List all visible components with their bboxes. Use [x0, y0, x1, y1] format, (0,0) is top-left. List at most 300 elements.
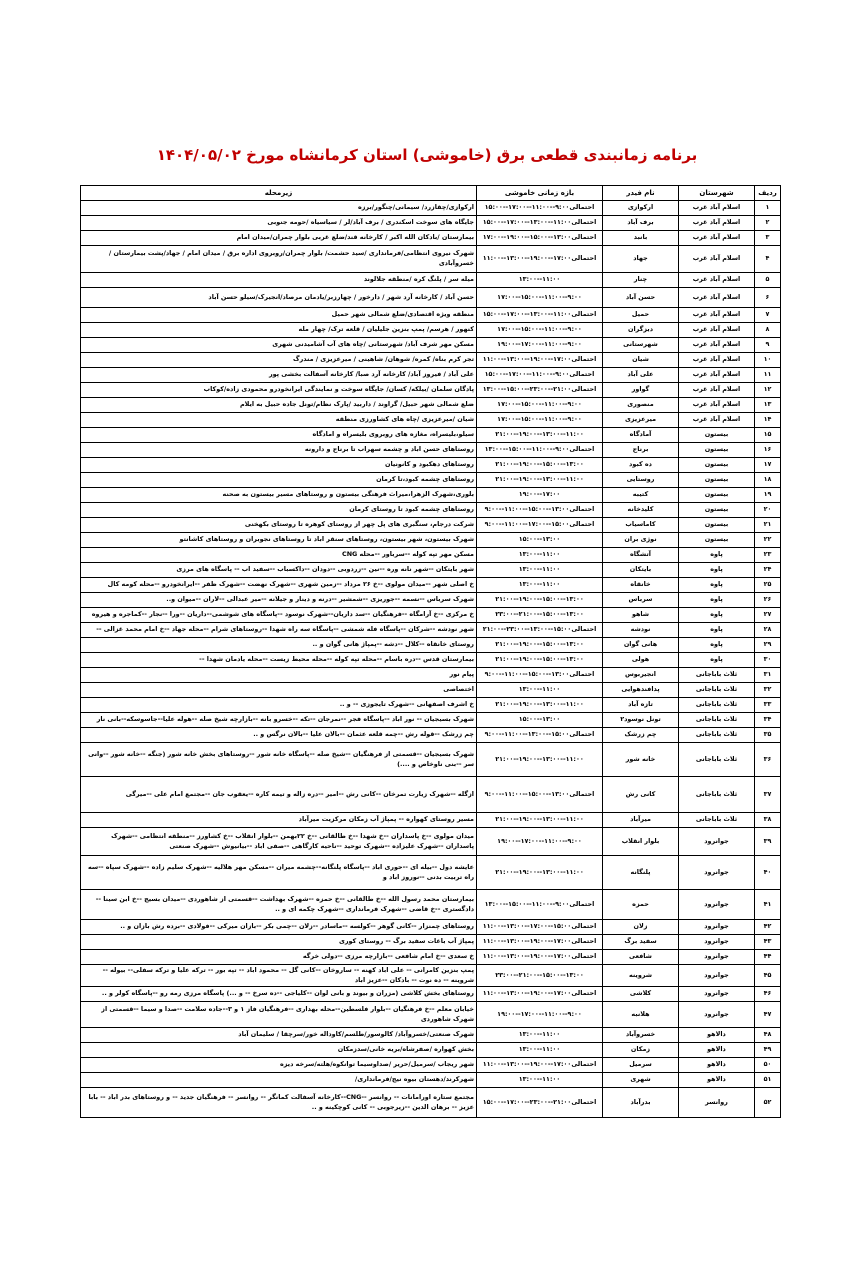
row-feeder: آتشگاه	[603, 548, 679, 563]
row-area: کنهور / هرسم/ پمپ بنزین جلیلیان / قلعه ترک/ چهار مله	[81, 323, 477, 338]
row-feeder: پلنگانه	[603, 856, 679, 890]
row-number: ۴	[755, 246, 781, 273]
row-number: ۵	[755, 273, 781, 288]
row-time: ۱۳:۰۰--۱۱:۰۰	[477, 563, 603, 578]
table-row	[81, 201, 781, 216]
row-area: پادگان سلمان /بیلکه/ کسان/ جایگاه سوخت و نمایندگی ایرانخودرو محمودی زاده/کوکاب	[81, 383, 477, 398]
row-time: احتمالی۹:۰۰--۱۱:۰۰--۱۵:۰۰--۱۳:۰۰	[477, 443, 603, 458]
row-number: ۱۹	[755, 488, 781, 503]
row-time: ۲۳:۰۰--۲۱:۰۰--۱۵:۰۰--۱۳:۰۰	[477, 965, 603, 987]
row-number: ۱	[755, 201, 781, 216]
row-number: ۱۷	[755, 458, 781, 473]
row-time: احتمالی۱۷:۰۰--۱۹:۰۰--۱۳:۰۰--۱۱:۰۰	[477, 246, 603, 273]
row-city: پاوه	[679, 638, 755, 653]
row-city: ثلاث باباجانی	[679, 668, 755, 683]
row-time: ۲۱:۰۰--۱۹:۰۰--۱۳:۰۰--۱۱:۰۰	[477, 473, 603, 488]
row-feeder: برف آباد	[603, 216, 679, 231]
table-row	[81, 593, 781, 608]
row-feeder: کانی رش	[603, 777, 679, 813]
row-area: پیام نور	[81, 668, 477, 683]
row-area: شیان /میرعزیزی /چاه های کشاورزی منطقه	[81, 413, 477, 428]
row-feeder: سرباس	[603, 593, 679, 608]
row-number: ۳۳	[755, 698, 781, 713]
table-row	[81, 935, 781, 950]
row-time: ۱۳:۰۰--۱۱:۰۰	[477, 578, 603, 593]
row-feeder: میرعزیزی	[603, 413, 679, 428]
row-feeder: بلوار انقلاب	[603, 828, 679, 856]
row-time: احتمالی۹:۰۰--۱۱:۰۰--۱۷:۰۰--۱۵:۰۰	[477, 201, 603, 216]
table-row	[81, 443, 781, 458]
table-row	[81, 273, 781, 288]
row-number: ۲۴	[755, 563, 781, 578]
row-number: ۴۰	[755, 856, 781, 890]
header-feeder: نام فیدر	[603, 186, 679, 201]
table-body	[81, 201, 781, 1118]
row-city: ثلاث باباجانی	[679, 728, 755, 743]
row-area: خیابان معلم --خ فرهنگیان --بلوار فلسطین--محله بهداری --فرهنگیان فاز ۱ و ۳--جاده سلامت --صدا و سیما --قسمتی از شهرک شاهوردی	[81, 1002, 477, 1028]
row-number: ۵۲	[755, 1088, 781, 1118]
row-city: اسلام آباد غرب	[679, 368, 755, 383]
row-time: ۱۷:۰۰--۱۵:۰۰--۱۱:۰۰--۹:۰۰	[477, 323, 603, 338]
row-number: ۲۹	[755, 638, 781, 653]
row-time: احتمالی۱۱:۰۰--۱۳:۰۰--۱۷:۰۰--۱۵:۰۰	[477, 308, 603, 323]
row-feeder: هولی	[603, 653, 679, 668]
row-city: دالاهو	[679, 1058, 755, 1073]
header-area: زیرمحله	[81, 186, 477, 201]
row-time: احتمالی۱۳:۰۰--۱۵:۰۰--۱۱:۰۰--۹:۰۰	[477, 503, 603, 518]
table-row	[81, 638, 781, 653]
row-number: ۴۲	[755, 920, 781, 935]
row-time: احتمالی۹:۰۰--۱۱:۰۰--۱۷:۰۰--۱۵:۰۰	[477, 368, 603, 383]
row-feeder: خسروآباد	[603, 1028, 679, 1043]
table-row	[81, 413, 781, 428]
row-number: ۳۹	[755, 828, 781, 856]
row-city: بیستون	[679, 518, 755, 533]
table-row	[81, 288, 781, 308]
row-number: ۱۰	[755, 353, 781, 368]
row-area: عایشه دول --بیله ای --حوری اباد --پاسگاه پلنگانه--چشمه میران --مسکن مهر هلالیه --شهرک سلیم زاده --شهرک سپاه --سه راه تربیت بدنی --نوروز اباد و	[81, 856, 477, 890]
header-city: شهرستان	[679, 186, 755, 201]
row-city: جوانرود	[679, 1002, 755, 1028]
row-city: پاوه	[679, 608, 755, 623]
row-area: شهرک نیروی انتظامی/فرمانداری /سید حشمت/ بلوار چمران/روبروی اداره برق / میدان امام / جهاد/پشت بیمارستان / خسروآبادی	[81, 246, 477, 273]
row-number: ۳۴	[755, 713, 781, 728]
table-row	[81, 813, 781, 828]
row-number: ۸	[755, 323, 781, 338]
row-time: ۲۱:۰۰--۱۹:۰۰--۱۳:۰۰--۱۱:۰۰	[477, 813, 603, 828]
table-row	[81, 353, 781, 368]
row-city: جوانرود	[679, 987, 755, 1002]
row-time: ۲۱:۰۰--۱۹:۰۰--۱۵:۰۰--۱۳:۰۰	[477, 458, 603, 473]
row-time: ۲۱:۰۰--۱۹:۰۰--۱۳:۰۰--۱۱:۰۰	[477, 856, 603, 890]
row-number: ۹	[755, 338, 781, 353]
row-feeder: شافعی	[603, 950, 679, 965]
row-area: شهر بایتکان --شهر نانه وره --نین --زردوبی --دودان --داکسباب --سفید اب -- پاسگاه های مرزی	[81, 563, 477, 578]
row-number: ۴۹	[755, 1043, 781, 1058]
table-row	[81, 623, 781, 638]
row-time: احتمالی۱۱:۰۰--۱۳:۰۰--۱۷:۰۰--۱۵:۰۰	[477, 216, 603, 231]
table-row	[81, 231, 781, 246]
row-city: دالاهو	[679, 1028, 755, 1043]
row-feeder: دیزگران	[603, 323, 679, 338]
row-time: ۱۳:۰۰--۱۱:۰۰	[477, 1073, 603, 1088]
row-city: ثلاث باباجانی	[679, 743, 755, 777]
row-time: احتمالی۱۵:۰۰--۱۳:۰۰--۱۱:۰۰--۹:۰۰	[477, 728, 603, 743]
row-area: شهرک بسیجیان -- نور اباد --پاسگاه فجر --نمرجان --تکه --خسرو بانه --بازارچه شیخ صله --هوله علیا--جاسوسکه--بانی نار	[81, 713, 477, 728]
table-row	[81, 563, 781, 578]
row-city: اسلام آباد غرب	[679, 246, 755, 273]
row-area: ازگله --شهرک زیارت تمرخان --کانی رش --امیر --دره زاله و تیمه کاره --یعقوب جان --مجتمع امام علی --میرگی	[81, 777, 477, 813]
row-area: شهرک بیستون، شهر بیستون، روستاهای سنقر اباد تا روستاهای نجوبران و روستاهای کاشانتو	[81, 533, 477, 548]
row-feeder: چنار	[603, 273, 679, 288]
row-time: احتمالی۱۷:۰۰--۱۹:۰۰--۱۳:۰۰--۱۱:۰۰	[477, 950, 603, 965]
row-time: ۱۹:۰۰--۱۷:۰۰--۱۱:۰۰--۹:۰۰	[477, 1002, 603, 1028]
row-area: روستاهای بخش کلاشی (مزران و بیوند و بانی لوان --کلیاجی --ده سرخ -- و ...) پاسگاه مرزی رمه رو --پاسگاه کولر و ..	[81, 987, 477, 1002]
table-row	[81, 653, 781, 668]
row-city: بیستون	[679, 503, 755, 518]
table-row	[81, 1088, 781, 1118]
row-feeder: زلان	[603, 920, 679, 935]
row-number: ۲۳	[755, 548, 781, 563]
row-feeder: ارکوازی	[603, 201, 679, 216]
table-row	[81, 890, 781, 920]
row-area: جایگاه های سوخت اسکندری / برف آباد/لر / سیاسیاه /حومه جنوبی	[81, 216, 477, 231]
table-row	[81, 578, 781, 593]
row-time: ۱۹:۰۰--۱۷:۰۰	[477, 488, 603, 503]
row-time: ۱۳:۰۰--۱۱:۰۰	[477, 548, 603, 563]
row-time: ۲۳:۰۰--۲۱:۰۰--۱۵:۰۰--۱۳:۰۰	[477, 608, 603, 623]
table-row	[81, 458, 781, 473]
table-row	[81, 1002, 781, 1028]
table-row	[81, 698, 781, 713]
row-area: شهرک بسیجیان --قسمتی از فرهنگیان --شیخ صله --پاسگاه خانه شور --روستاهای بخش خانه شور (جنگه --خانه شور --وانی سر --بنی ناوخاص و ....)	[81, 743, 477, 777]
row-feeder: نودشه	[603, 623, 679, 638]
row-feeder: برناج	[603, 443, 679, 458]
table-row	[81, 668, 781, 683]
row-time: ۲۱:۰۰--۱۹:۰۰--۱۵:۰۰--۱۳:۰۰	[477, 653, 603, 668]
table-header-row	[81, 186, 781, 201]
row-time: ۱۵:۰۰--۱۳:۰۰	[477, 533, 603, 548]
row-city: بیستون	[679, 473, 755, 488]
row-area: خ مرکزی --خ آرامگاه --فرهنگیان --سد داریان--شهرک نوسود --پاسگاه های شوشمی--داریان --ورا --نجار --کماجره و هیروه	[81, 608, 477, 623]
table-row	[81, 1043, 781, 1058]
row-area: روستاهای چمنزار --کانی گوهر --کولسه --ماسادر --زلان --چمی بکر --بازان میرکی --فولادی --برده رش بازان و ..	[81, 920, 477, 935]
table-row	[81, 548, 781, 563]
table-row	[81, 338, 781, 353]
row-city: پاوه	[679, 548, 755, 563]
row-feeder: علی آباد	[603, 368, 679, 383]
row-time: احتمالی۲۱:۰۰--۲۳:۰۰--۱۷:۰۰--۱۵:۰۰	[477, 1088, 603, 1118]
row-time: ۲۱:۰۰--۱۹:۰۰--۱۳:۰۰--۱۱:۰۰	[477, 743, 603, 777]
row-city: اسلام آباد غرب	[679, 338, 755, 353]
row-area: ارکوازی/چقازرد/ سیمانی/چنگور/برزه	[81, 201, 477, 216]
row-number: ۳۲	[755, 683, 781, 698]
row-feeder: حمیل	[603, 308, 679, 323]
row-city: اسلام آباد غرب	[679, 273, 755, 288]
header-row-number: ردیف	[755, 186, 781, 201]
row-time: احتمالی۲۱:۰۰--۲۳:۰۰--۱۵:۰۰--۱۳:۰۰	[477, 383, 603, 398]
row-feeder: بدرآباد	[603, 1088, 679, 1118]
row-area: پمپ بنزین کامرانی -- علی اباد کهنه -- ساروخان --کانی گل -- محمود اباد -- تپه بور -- ترکه علیا و ترکه سفلی-- بیوله -- شروینه -- ده نوت -- بادکان --عزیز اباد	[81, 965, 477, 987]
row-area: علی آباد / فیروز آباد/ کارخانه آرد صبا/ کارخانه آسفالت بخشی پور	[81, 368, 477, 383]
row-area: بخش کهواره /صفرشاه/بریه خانی/سدزمکان	[81, 1043, 477, 1058]
table-row	[81, 533, 781, 548]
row-time: ۲۱:۰۰--۱۹:۰۰--۱۳:۰۰--۱۱:۰۰	[477, 428, 603, 443]
row-feeder: شاهو	[603, 608, 679, 623]
row-time: احتمالی۱۵:۰۰--۱۷:۰۰--۱۱:۰۰--۹:۰۰	[477, 518, 603, 533]
table-row	[81, 1028, 781, 1043]
table-row	[81, 743, 781, 777]
row-number: ۲۷	[755, 608, 781, 623]
row-number: ۳۰	[755, 653, 781, 668]
row-number: ۴۷	[755, 1002, 781, 1028]
row-city: پاوه	[679, 563, 755, 578]
row-time: احتمالی۱۳:۰۰--۱۵:۰۰--۱۹:۰۰--۱۷:۰۰	[477, 231, 603, 246]
row-city: ثلاث باباجانی	[679, 777, 755, 813]
row-number: ۲۲	[755, 533, 781, 548]
row-area: اختصاصی	[81, 683, 477, 698]
row-city: پاوه	[679, 593, 755, 608]
page-title: برنامه زمانبندی قطعی برق (خاموشی) استان کرمانشاه مورخ ۱۴۰۴/۰۵/۰۲	[156, 146, 698, 164]
header-time: بازه زمانی خاموشی	[477, 186, 603, 201]
table-row	[81, 473, 781, 488]
row-time: ۱۷:۰۰--۱۵:۰۰--۱۱:۰۰--۹:۰۰	[477, 398, 603, 413]
row-number: ۳۶	[755, 743, 781, 777]
row-area: منطقه ویژه اقتصادی/ضلع شمالی شهر حمیل	[81, 308, 477, 323]
row-number: ۱۳	[755, 398, 781, 413]
row-city: اسلام آباد غرب	[679, 216, 755, 231]
table-row	[81, 728, 781, 743]
row-city: ثلاث باباجانی	[679, 683, 755, 698]
row-city: جوانرود	[679, 856, 755, 890]
row-area: پمپاژ آب باغات سفید برگ -- روستای کوری	[81, 935, 477, 950]
table-row	[81, 683, 781, 698]
row-time: ۱۳:۰۰--۱۱:۰۰	[477, 1043, 603, 1058]
table-row	[81, 216, 781, 231]
table-row	[81, 920, 781, 935]
row-area: چم زرشک --قوله رش --چمه قلعه عثمان --بالان علیا --بالان نرگس و ..	[81, 728, 477, 743]
row-feeder: شهری	[603, 1073, 679, 1088]
row-area: سیلو،بلیسراه، مغازه های روبروی بلیسراه و امادگاه	[81, 428, 477, 443]
row-feeder: انجیربوس	[603, 668, 679, 683]
table-row	[81, 713, 781, 728]
row-area: میله سر / پلنگ کره /منطقه جلالوند	[81, 273, 477, 288]
row-number: ۱۴	[755, 413, 781, 428]
row-feeder: شهرستانی	[603, 338, 679, 353]
row-city: جوانرود	[679, 828, 755, 856]
row-time: ۱۳:۰۰--۱۱:۰۰	[477, 683, 603, 698]
table-row	[81, 488, 781, 503]
row-feeder: گواور	[603, 383, 679, 398]
row-feeder: تونل نوسود۲	[603, 713, 679, 728]
row-feeder: خانقاه	[603, 578, 679, 593]
row-area: بیمارستان /بادکان الله اکبر / کارخانه قند/ضلع غربی بلوار چمران/میدان امام	[81, 231, 477, 246]
row-city: دالاهو	[679, 1043, 755, 1058]
row-time: ۱۹:۰۰--۱۷:۰۰--۱۱:۰۰--۹:۰۰	[477, 338, 603, 353]
row-time: احتمالی۱۷:۰۰--۱۹:۰۰--۱۳:۰۰--۱۱:۰۰	[477, 935, 603, 950]
table-row	[81, 777, 781, 813]
row-area: خ سعدی --خ امام شافعی --بازارچه مرزی --دولی خرگه	[81, 950, 477, 965]
table-row	[81, 518, 781, 533]
row-area: مسکن مهر شرف آباد/ شهرستانی /چاه های آب آشامیدنی شهری	[81, 338, 477, 353]
row-area: روستاهای چشمه کبود،تا کرمان	[81, 473, 477, 488]
table-row	[81, 428, 781, 443]
table-row	[81, 987, 781, 1002]
row-time: ۱۳:۰۰--۱۱:۰۰	[477, 1028, 603, 1043]
table-row	[81, 608, 781, 623]
row-number: ۱۸	[755, 473, 781, 488]
row-city: پاوه	[679, 578, 755, 593]
table-row	[81, 950, 781, 965]
row-city: اسلام آباد غرب	[679, 383, 755, 398]
table-row	[81, 368, 781, 383]
row-feeder: نوژی بران	[603, 533, 679, 548]
table-row	[81, 503, 781, 518]
outage-schedule-table	[80, 185, 781, 1118]
row-feeder: حسن آباد	[603, 288, 679, 308]
row-area: روستاهای حسن اباد و چشمه سهراب تا برناج و دارونه	[81, 443, 477, 458]
row-number: ۲	[755, 216, 781, 231]
row-area: مسیر روستای کهواره -- پمپاژ آب زمکان مرکزیت میرآباد	[81, 813, 477, 828]
row-city: ثلاث باباجانی	[679, 698, 755, 713]
row-area: خ اصلی شهر --میدان مولوی --خ ۲۶ مرداد --زمین شهری --شهرک نهضت --شهرک ظفر --ایرانخودرو --محله کومه کال	[81, 578, 477, 593]
row-number: ۵۱	[755, 1073, 781, 1088]
table-row	[81, 246, 781, 273]
row-area: مجتمع ستاره اورامانات -- روانسر --CNG--کارخانه آسفالت کمانگر -- روانسر -- فرهنگیان جدید -- و روستاهای بدر اباد -- بابا عزیز -- برهان الدین --زیرجوبی -- کانی کوچکینه و ..	[81, 1088, 477, 1118]
row-feeder: روستایی	[603, 473, 679, 488]
row-number: ۳۷	[755, 777, 781, 813]
row-area: بیمارستان قدس --دره باسام --محله تپه کوله --محله محیط زیست --محله یادمان شهدا --	[81, 653, 477, 668]
row-feeder: خانه شور	[603, 743, 679, 777]
row-city: بیستون	[679, 533, 755, 548]
row-city: جوانرود	[679, 920, 755, 935]
row-feeder: بانبد	[603, 231, 679, 246]
row-number: ۴۱	[755, 890, 781, 920]
row-area: شهرک سرباس --نسمه --جوریزی --شمشیر --درنه و دینار و جیلانه --میر عبدالی --لاران --میوان و..	[81, 593, 477, 608]
row-feeder: جهاد	[603, 246, 679, 273]
row-city: روانسر	[679, 1088, 755, 1118]
row-feeder: تازه آباد	[603, 698, 679, 713]
row-number: ۳۵	[755, 728, 781, 743]
row-area: تجر کرم بناه/ کمره/ شوهان/ شاهینی / میرعزیزی / مندرگ	[81, 353, 477, 368]
row-number: ۴۶	[755, 987, 781, 1002]
row-city: جوانرود	[679, 935, 755, 950]
row-number: ۵۰	[755, 1058, 781, 1073]
row-area: خ اشرف اصفهانی --شهرک تایجوزی -- و ..	[81, 698, 477, 713]
row-area: بیمارستان محمد رسول الله --خ طالقانی --خ حمزه --شهرک بهداشت --قسمتی از شاهوردی --میدان بسیج --خ ابن سینا --دادگستری --خ قاضی --شهرک فرمانداری --شهرک چکمه ای و ..	[81, 890, 477, 920]
row-time: احتمالی۱۵:۰۰--۱۳:۰۰--۲۳:۰۰--۲۱:۰۰	[477, 623, 603, 638]
row-time: ۱۵:۰۰--۱۳:۰۰	[477, 713, 603, 728]
row-city: اسلام آباد غرب	[679, 231, 755, 246]
row-city: پاوه	[679, 653, 755, 668]
row-area: شهرکرند/دهستان بیوه نیج/فرمانداری/	[81, 1073, 477, 1088]
row-city: اسلام آباد غرب	[679, 201, 755, 216]
row-city: اسلام آباد غرب	[679, 353, 755, 368]
row-number: ۴۸	[755, 1028, 781, 1043]
row-city: بیستون	[679, 488, 755, 503]
row-number: ۲۰	[755, 503, 781, 518]
row-area: روستاهای دهکبود و کانونیان	[81, 458, 477, 473]
row-number: ۳	[755, 231, 781, 246]
row-time: ۲۱:۰۰--۱۹:۰۰--۱۵:۰۰--۱۳:۰۰	[477, 638, 603, 653]
table-row	[81, 308, 781, 323]
row-time: احتمالی۱۳:۰۰--۱۵:۰۰--۱۱:۰۰--۹:۰۰	[477, 668, 603, 683]
row-feeder: شروینه	[603, 965, 679, 987]
row-feeder: میرآباد	[603, 813, 679, 828]
row-city: دالاهو	[679, 1073, 755, 1088]
row-city: ثلاث باباجانی	[679, 713, 755, 728]
row-city: ثلاث باباجانی	[679, 813, 755, 828]
table-row	[81, 1073, 781, 1088]
row-number: ۲۵	[755, 578, 781, 593]
row-number: ۶	[755, 288, 781, 308]
row-time: ۲۱:۰۰--۱۹:۰۰--۱۳:۰۰--۱۱:۰۰	[477, 698, 603, 713]
row-time: احتمالی۱۷:۰۰--۱۹:۰۰--۱۳:۰۰--۱۱:۰۰	[477, 987, 603, 1002]
row-city: جوانرود	[679, 890, 755, 920]
table-row	[81, 828, 781, 856]
row-time: احتمالی۱۳:۰۰--۱۵:۰۰--۱۱:۰۰--۹:۰۰	[477, 777, 603, 813]
row-feeder: کاماسیاب	[603, 518, 679, 533]
row-time: ۱۳:۰۰--۱۱:۰۰	[477, 273, 603, 288]
row-city: اسلام آباد غرب	[679, 398, 755, 413]
row-feeder: کلاشی	[603, 987, 679, 1002]
row-time: ۱۹:۰۰--۱۷:۰۰--۱۱:۰۰--۹:۰۰	[477, 828, 603, 856]
row-city: اسلام آباد غرب	[679, 413, 755, 428]
row-number: ۳۱	[755, 668, 781, 683]
table-row	[81, 398, 781, 413]
row-time: احتمالی۹:۰۰--۱۱:۰۰--۱۵:۰۰--۱۳:۰۰	[477, 890, 603, 920]
row-time: احتمالی۱۷:۰۰--۱۹:۰۰--۱۳:۰۰--۱۱:۰۰	[477, 1058, 603, 1073]
row-feeder: شیان	[603, 353, 679, 368]
row-time: احتمالی۱۷:۰۰--۱۹:۰۰--۱۳:۰۰--۱۱:۰۰	[477, 353, 603, 368]
row-number: ۴۴	[755, 950, 781, 965]
row-area: روستاهای چشمه کبود تا روستای کرمان	[81, 503, 477, 518]
row-number: ۱۱	[755, 368, 781, 383]
row-number: ۷	[755, 308, 781, 323]
row-city: بیستون	[679, 458, 755, 473]
row-number: ۳۸	[755, 813, 781, 828]
row-number: ۲۸	[755, 623, 781, 638]
row-feeder: کلیدخانه	[603, 503, 679, 518]
row-city: جوانرود	[679, 950, 755, 965]
row-feeder: کتیبه	[603, 488, 679, 503]
row-area: بلوری،شهرک الزهرا،میراث فرهنگی بیستون و روستاهای مسیر بیستون به صحنه	[81, 488, 477, 503]
row-feeder: آمادگاه	[603, 428, 679, 443]
row-area: مسکن مهر تپه کوله --سرباور --محله CNG	[81, 548, 477, 563]
row-feeder: سرمیل	[603, 1058, 679, 1073]
row-feeder: چم زرشک	[603, 728, 679, 743]
row-feeder: منصوری	[603, 398, 679, 413]
row-area: ضلع شمالی شهر حبیل/ گراوند / داربید /پارک نظام/تونل جاده حبیل به ایلام	[81, 398, 477, 413]
row-area: شهر نودشه --شرکان --پاسگاه فله شمشی --پاسگاه سه راه شهدا --روستاهای شرام --محله جهاد --خ امام محمد غزالی --	[81, 623, 477, 638]
row-number: ۲۶	[755, 593, 781, 608]
table-row	[81, 856, 781, 890]
row-time: احتمالی۱۵:۰۰--۱۷:۰۰--۱۳:۰۰--۱۱:۰۰	[477, 920, 603, 935]
row-number: ۱۶	[755, 443, 781, 458]
row-feeder: ده کبود	[603, 458, 679, 473]
row-number: ۱۲	[755, 383, 781, 398]
row-area: شرکت درجام، سنگبری های پل چهر از روستای کوهره تا روستای بکهخنی	[81, 518, 477, 533]
row-area: حسن آباد / کارخانه آرد شهر / دارخور / چهارزبر/یادمان مرصاد/انجیرک/سیلو حسن آباد	[81, 288, 477, 308]
row-time: ۱۷:۰۰--۱۵:۰۰--۱۱:۰۰--۹:۰۰	[477, 288, 603, 308]
row-area: شهرک صنعتی/خسروآباد/ کالوسور/طلسم/کاوداله خور/سرچقا / سلیمان آباد	[81, 1028, 477, 1043]
row-feeder: پدافندهوایی	[603, 683, 679, 698]
row-city: جوانرود	[679, 965, 755, 987]
row-feeder: سفید برگ	[603, 935, 679, 950]
row-feeder: حمزه	[603, 890, 679, 920]
row-city: اسلام آباد غرب	[679, 288, 755, 308]
row-area: شهر ریجاب /سرمیل/حریر /صداوسیما توانکوه/هلته/سرخه دیزه	[81, 1058, 477, 1073]
